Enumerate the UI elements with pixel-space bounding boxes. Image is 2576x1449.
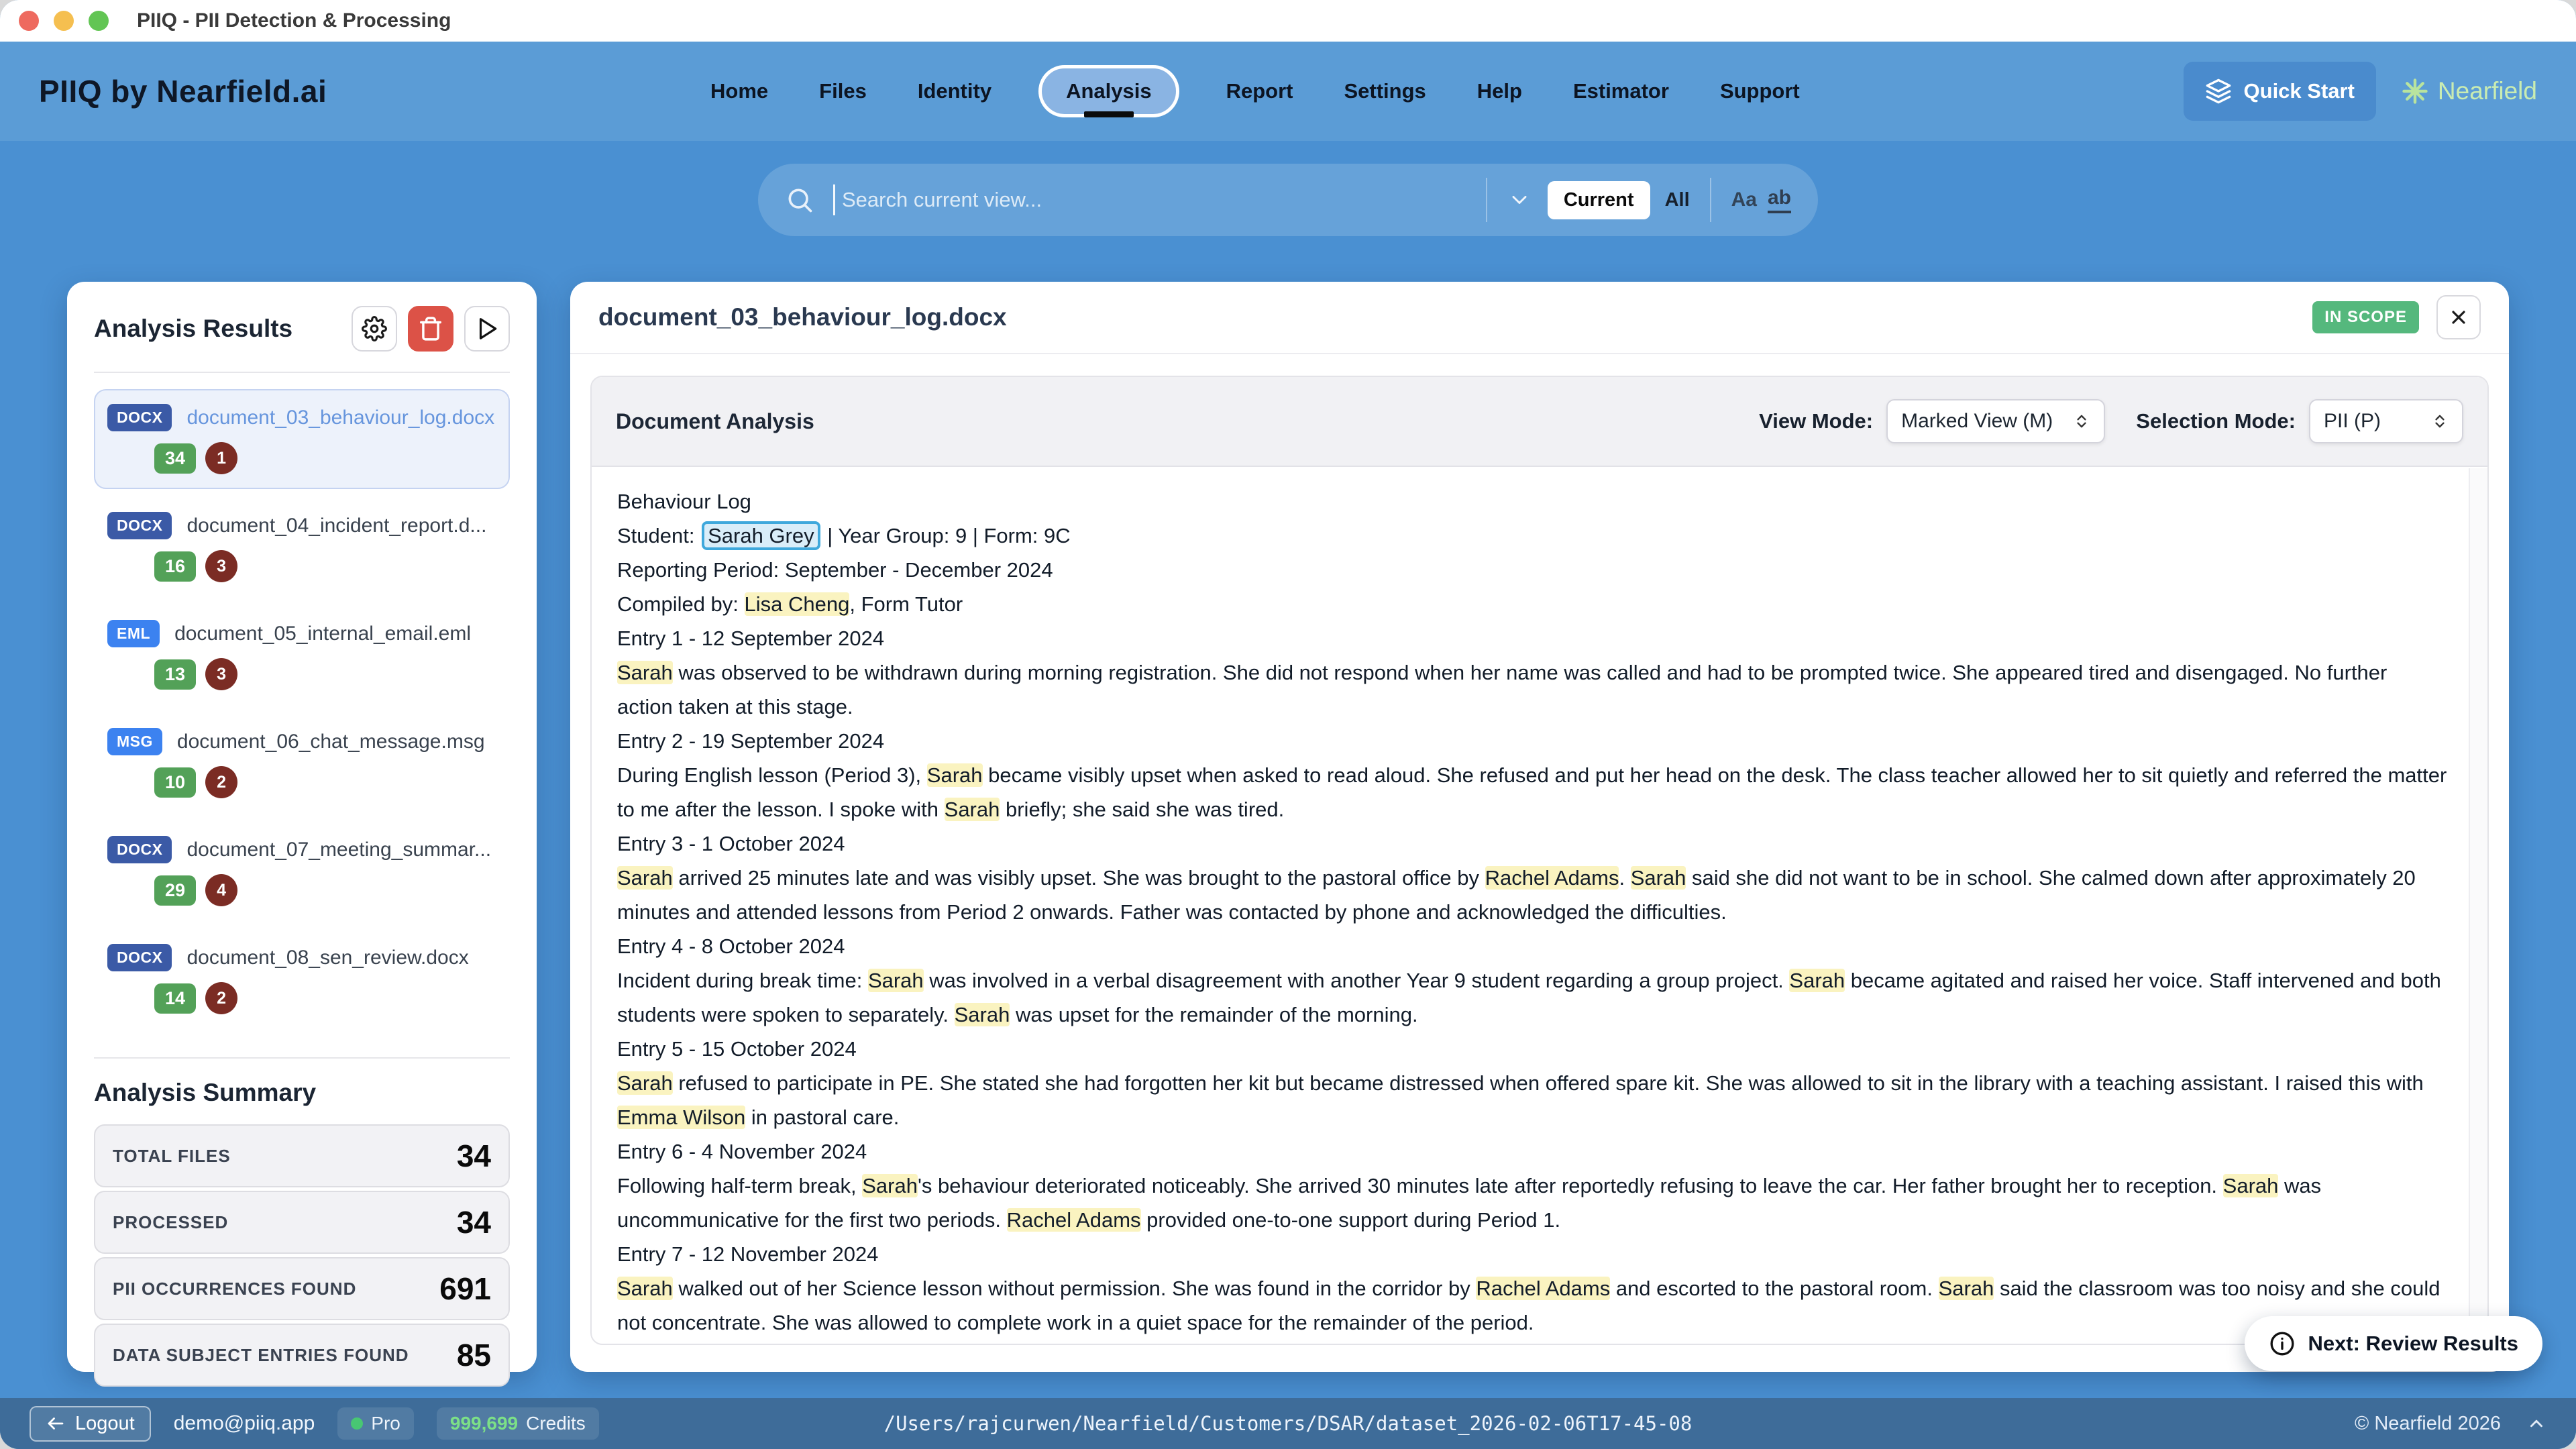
quick-start-button[interactable] [2184,62,2376,121]
pii-highlight[interactable]: Sarah [1938,1277,1994,1300]
text-segment: Behaviour Log [617,490,751,513]
document-paragraph [617,724,2447,758]
gear-icon [362,316,387,341]
chevron-up-down-icon [2431,413,2449,430]
account-email: demo@piiq.app [173,1412,315,1434]
pii-highlight[interactable]: Sarah [944,798,1000,821]
text-segment: . [1619,866,1631,890]
pii-highlight[interactable]: Rachel Adams [1476,1277,1611,1300]
text-segment: Entry 1 - 12 September 2024 [617,627,885,650]
file-list-item[interactable] [94,821,510,921]
search-bar [758,164,1818,236]
file-type-badge: DOCX [107,512,172,539]
mode-controls [1759,399,2463,443]
logout-label: Logout [75,1412,135,1434]
nav-item-estimator[interactable]: Estimator [1572,79,1669,103]
summary-stats [94,1124,510,1390]
window-close-button[interactable] [19,11,39,31]
chevron-up-icon[interactable] [2526,1413,2546,1434]
nav-item-home[interactable]: Home [710,79,769,103]
document-paragraph [617,963,2447,1032]
text-segment: Entry 4 - 8 October 2024 [617,934,845,958]
text-segment: Entry 6 - 4 November 2024 [617,1140,867,1163]
file-name: document_04_incident_report.d... [186,514,487,537]
stat-label: DATA SUBJECT ENTRIES FOUND [113,1344,409,1365]
document-paragraph [617,826,2447,861]
text-segment: Compiled by: [617,592,745,616]
file-name: document_03_behaviour_log.docx [186,406,495,429]
plan-label: Pro [371,1413,400,1434]
selection-mode-value: PII (P) [2324,410,2381,432]
text-segment: Entry 5 - 15 October 2024 [617,1037,857,1061]
pii-highlight[interactable]: Sarah [954,1003,1010,1026]
file-type-badge: EML [107,620,160,647]
pii-highlight[interactable]: Sarah [926,763,983,787]
document-paragraph [617,519,2447,553]
chevron-up-down-icon [2073,413,2090,430]
text-segment: walked out of her Science lesson without permission. She was found in the corridor by [672,1277,1477,1300]
sidebar-divider-2 [94,1057,510,1059]
pii-highlight[interactable]: Sarah [862,1174,918,1197]
text-segment: | Year Group: 9 | Form: 9C [821,524,1071,547]
search-row [0,164,2576,236]
plan-badge [337,1407,414,1440]
quick-start-label: Quick Start [2243,79,2355,103]
header-right [2184,62,2537,121]
file-list-item[interactable] [94,929,510,1029]
pii-highlight[interactable]: Emma Wilson [617,1106,746,1129]
pii-highlight[interactable]: Rachel Adams [1006,1208,1141,1232]
pii-highlight[interactable]: Sarah [617,866,673,890]
view-mode-value: Marked View (M) [1901,410,2053,432]
asterisk-icon [2400,76,2430,106]
text-segment: was involved in a verbal disagreement with another Year 9 student regarding a group project. [923,969,1790,992]
document-paragraph [617,758,2447,826]
run-analysis-button[interactable] [464,306,510,352]
subject-count-badge: 3 [205,658,237,690]
text-segment: Following half-term break, [617,1174,863,1197]
document-paragraph [617,929,2447,963]
text-segment: During English lesson (Period 3), [617,763,927,787]
next-button-label: Next: Review Results [2308,1332,2518,1355]
search-divider-2 [1710,178,1711,222]
match-case-toggle[interactable]: Aa [1731,189,1757,211]
chevron-down-icon[interactable] [1507,188,1532,212]
summary-stat [94,1257,510,1320]
file-name: document_07_meeting_summar... [186,838,492,861]
stat-value: 34 [456,1138,491,1173]
text-segment: was uncommunicative for the first two periods. [617,1174,2322,1232]
pii-highlight[interactable]: Lisa Cheng [744,592,850,616]
document-analysis-panel [590,376,2489,1345]
view-mode-label: View Mode: [1759,409,1874,433]
file-list-item[interactable] [94,389,510,489]
pii-count-badge: 29 [154,875,196,906]
nav-item-settings[interactable]: Settings [1344,79,1426,103]
stat-label: TOTAL FILES [113,1145,231,1166]
view-mode-select[interactable] [1886,399,2105,443]
file-type-badge: DOCX [107,836,172,863]
file-list-item[interactable] [94,497,510,597]
credits-amount: 999,699 [449,1413,519,1434]
text-segment: and escorted to the pastoral room. [1610,1277,1939,1300]
text-segment: said she did not want to be in school. She calmed down after approximately 20 minutes and attended lessons from Period 2 onwards. Father was contacted by phone and acknowledged the difficulties. [617,866,2416,924]
document-paragraph [617,484,2447,519]
text-segment: Incident during break time: [617,969,868,992]
summary-title: Analysis Summary [94,1079,317,1106]
credits-badge [437,1407,599,1440]
pii-highlight[interactable]: Rachel Adams [1485,866,1619,890]
text-segment: Entry 7 - 12 November 2024 [617,1242,879,1266]
file-name: document_08_sen_review.docx [186,946,469,969]
pii-highlight[interactable]: Sarah [617,661,673,684]
pii-count-badge: 34 [154,443,196,474]
document-paragraph [617,655,2447,724]
close-icon [2448,307,2469,328]
nav-item-help[interactable]: Help [1477,79,1522,103]
stat-label: PII OCCURRENCES FOUND [113,1278,357,1299]
document-paragraph [617,553,2447,587]
app-logo: PIIQ by Nearfield.ai [39,74,327,109]
window-zoom-button[interactable] [89,11,109,31]
sidebar-title: Analysis Results [94,315,293,342]
subject-count-badge: 4 [205,874,237,906]
document-paragraph [617,1134,2447,1169]
info-icon [2269,1330,2296,1357]
text-segment: became visibly upset when asked to read aloud. She refused and put her head on the desk. The class teacher allowed her to sit quietly and referred the matter to me after the lesson. I spoke with [617,763,2447,821]
delete-results-button[interactable] [408,306,453,352]
text-segment: arrived 25 minutes late and was visibly upset. She was brought to the pastoral office by [672,866,1485,890]
document-panel [570,282,2509,1372]
document-content [592,467,2487,1344]
pii-count-badge: 14 [154,983,196,1014]
nav-item-identity[interactable]: Identity [917,79,992,103]
nav-item-report[interactable]: Report [1226,79,1293,103]
nav-item-support[interactable]: Support [1719,79,1800,103]
pii-highlight[interactable]: Sarah [617,1277,673,1300]
pii-count-badge: 13 [154,659,196,690]
next-review-results-button[interactable] [2245,1316,2542,1371]
settings-button[interactable] [352,306,397,352]
text-segment: Student: [617,524,701,547]
subject-count-badge: 1 [205,442,237,474]
text-segment: in pastoral care. [745,1106,900,1129]
search-input[interactable] [841,187,1486,213]
window-title: PIIQ - PII Detection & Processing [137,9,451,32]
search-scope-all[interactable]: All [1664,189,1690,211]
nav-item-analysis[interactable]: Analysis [1038,65,1179,117]
credits-label: Credits [526,1413,586,1434]
pii-highlight-selected[interactable]: Sarah Grey [702,521,820,550]
brand-logo [2400,76,2537,106]
close-document-button[interactable] [2436,295,2481,339]
pii-highlight[interactable]: Sarah [2222,1174,2279,1197]
document-toolbar [592,377,2487,467]
copyright: © Nearfield 2026 [2354,1412,2501,1434]
text-segment: Entry 2 - 19 September 2024 [617,729,885,753]
summary-stat [94,1324,510,1387]
text-segment: refused to participate in PE. She stated she had forgotten her kit but became distressed when offered spare kit. She was allowed to sit in the library with a teaching assistant. I raised this with [672,1071,2424,1095]
text-segment: 's behaviour deteriorated noticeably. She arrived 30 minutes late after reportedly refusing to leave the car. Her father brought her to reception. [917,1174,2223,1197]
text-caret [833,184,835,215]
stat-value: 85 [456,1338,491,1373]
text-segment: briefly; she said she was tired. [1000,798,1285,821]
document-paragraph [617,621,2447,655]
document-title: document_03_behaviour_log.docx [598,303,1007,331]
text-segment: was upset for the remainder of the morning. [1010,1003,1418,1026]
text-segment: Entry 3 - 1 October 2024 [617,832,845,855]
text-segment: became agitated and raised her voice. Staff intervened and both students were spoken to separately. [617,969,2441,1026]
pii-highlight[interactable]: Sarah [617,1071,673,1095]
search-icon [785,185,814,215]
document-paragraph [617,1066,2447,1134]
sidebar-actions [352,306,510,352]
document-paragraph [617,1271,2447,1340]
document-paragraph [617,861,2447,929]
summary-stat [94,1124,510,1187]
app-header [0,42,2576,141]
document-scrollbar[interactable] [2469,468,2487,1344]
pii-count-badge: 16 [154,551,196,582]
document-header [570,282,2509,354]
in-scope-badge: IN SCOPE [2312,301,2419,333]
subject-count-badge: 3 [205,550,237,582]
layers-icon [2205,78,2232,105]
search-divider [1486,178,1487,222]
file-name: document_05_internal_email.eml [174,622,471,645]
pii-highlight[interactable]: Sarah [1789,969,1845,992]
document-paragraph [617,1032,2447,1066]
analysis-results-panel [67,282,537,1372]
file-list [94,389,510,1037]
stat-value: 691 [439,1271,491,1306]
sidebar-header [94,306,510,352]
dataset-path: /Users/rajcurwen/Nearfield/Customers/DSAR/dataset_2026-02-06T17-45-08 [883,1412,1693,1435]
selection-mode-select[interactable] [2309,399,2463,443]
main-nav [706,65,1804,117]
window-minimize-button[interactable] [54,11,74,31]
text-segment: provided one-to-one support during Period 1. [1140,1208,1561,1232]
summary-stat [94,1191,510,1254]
whole-word-toggle[interactable]: ab [1768,186,1791,213]
selection-mode-label: Selection Mode: [2136,409,2296,433]
text-segment: was observed to be withdrawn during morning registration. She did not respond when her name was called and had to be prompted twice. She appeared tired and disengaged. No further action taken at this stage. [617,661,2387,718]
plan-status-dot [351,1417,363,1430]
pii-highlight[interactable]: Sarah [867,969,924,992]
pii-count-badge: 10 [154,767,196,798]
text-segment: said the classroom was too noisy and she could not concentrate. She was allowed to complete work in a quiet space for the remainder of the period. [617,1277,2440,1334]
window-controls [19,11,109,31]
sidebar-divider [94,372,510,373]
text-segment: Reporting Period: September - December 2024 [617,558,1053,582]
file-list-item[interactable] [94,713,510,813]
brand-name: Nearfield [2437,77,2537,105]
subject-count-badge: 2 [205,766,237,798]
trash-icon [418,316,443,341]
file-name: document_06_chat_message.msg [176,730,485,753]
status-bar [0,1398,2576,1449]
status-right [2355,1413,2546,1435]
arrow-left-icon [46,1413,66,1434]
file-type-badge: DOCX [107,404,172,431]
document-paragraph [617,587,2447,621]
stat-value: 34 [456,1205,491,1240]
document-paragraph [617,1237,2447,1271]
file-type-badge: MSG [107,728,162,755]
panel-title: Document Analysis [616,409,814,433]
file-list-item[interactable] [94,605,510,705]
search-scope-current[interactable]: Current [1548,181,1650,219]
file-type-badge: DOCX [107,944,172,971]
logout-button[interactable] [30,1406,151,1442]
subject-count-badge: 2 [205,982,237,1014]
pii-highlight[interactable]: Sarah [1630,866,1686,890]
stat-label: PROCESSED [113,1212,229,1232]
play-icon [474,316,500,341]
nav-item-files[interactable]: Files [819,79,867,103]
text-segment: , Form Tutor [849,592,963,616]
title-bar [0,0,2576,42]
document-paragraph [617,1169,2447,1237]
